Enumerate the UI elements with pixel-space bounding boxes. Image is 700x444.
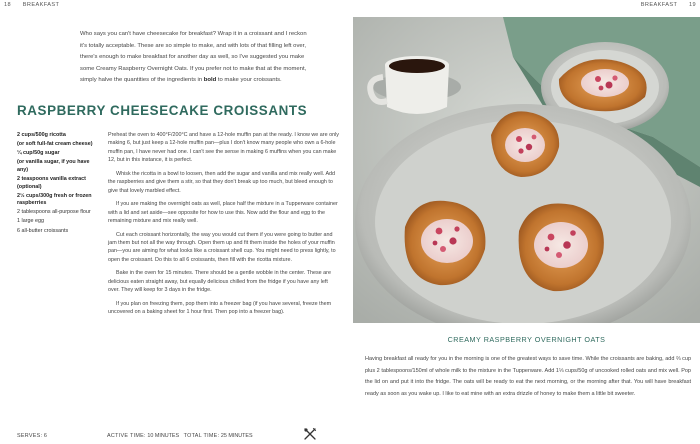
intro-paragraph — [80, 29, 314, 87]
ingredient-item: 6 all-butter croissants — [17, 227, 69, 234]
section-label-left: BREAKFAST — [22, 2, 60, 8]
ingredient-item: ¼ cup/50g sugar — [17, 150, 60, 157]
intro-text-end: to make your croissants. — [217, 77, 282, 84]
ingredient-item: 1 large egg — [17, 218, 44, 225]
ingredients-list — [17, 132, 99, 237]
right-page — [353, 0, 700, 444]
intro-bold-word: bold — [203, 77, 217, 84]
page-number-right: 19 — [688, 2, 696, 8]
sub-recipe-title: CREAMY RASPBERRY OVERNIGHT OATS — [447, 335, 606, 344]
method-step-4: Cut each croissant horizontally, the way you would cut them if you were going to butter and jam them but not all the way through. Open them up and fit them inside the holes of your muffin pan—you are aiming for what looks like a croissant shell cup. You might need to press lightly, to open the croissant. Do this to all 6 croissants, then fill with the ricotta mixture. — [108, 231, 336, 263]
method-step-6: If you plan on freezing them, pop them into a freezer bag (if you have several, freeze them uncovered on a baking sheet for 1 hour first. Then pop into a freezer bag). — [108, 300, 332, 316]
page-number-left: 18 — [4, 2, 12, 8]
right-folio — [641, 2, 696, 8]
method-steps — [108, 131, 340, 322]
ingredient-item: 2 cups/500g ricotta — [17, 132, 66, 138]
method-step-3: If you are making the overnight oats as well, place half the mixture in a Tupperware container with a lid and set aside—see opposite for how to use this. Now add the flour and egg to the remaining mixture and mix really well. — [108, 201, 338, 225]
section-label-right: BREAKFAST — [640, 2, 678, 8]
method-step-5: Bake in the oven for 15 minutes. There should be a gentle wobble in the center. These are delicious eaten straight away, but equally delicious chilled from the fridge if you have any left over. They will keep for 3 days in the fridge. — [108, 270, 331, 294]
serves-info: SERVES: 6 — [17, 433, 47, 439]
method-step-2: Whisk the ricotta in a bowl to loosen, then add the sugar and vanilla and mix really well. Add the raspberries and give them a stir, so that they don't break up too much, but bleed enough to give that lovely marbled effect. — [108, 170, 336, 194]
intro-text: Who says you can't have cheesecake for breakfast? Wrap it in a croissant and I reckon it's totally acceptable. These are so simple to make, and with lots of that filling left over, there's enough to make breakfast for another day as well, so I've suggested you make some Creamy Raspberry Overnight Oats. If you prefer not to make that at the moment, simply halve the quantities of the ingredients in — [80, 31, 307, 84]
left-folio — [4, 2, 59, 8]
ingredient-item: 2 teaspoons vanilla extract (optional) — [17, 175, 86, 190]
recipe-title: RASPBERRY CHEESECAKE CROISSANTS — [17, 103, 308, 118]
time-info: ACTIVE TIME: 10 MINUTES TOTAL TIME: 25 MINUTES — [107, 433, 253, 439]
ingredient-item: (or soft full-fat cream cheese) — [17, 141, 93, 148]
ingredient-item: 2 tablespoons all-purpose flour — [17, 209, 91, 216]
sub-recipe-body: Having breakfast all ready for you in the morning is one of the greatest ways to save time. While the croissants are baking, add ⅔ cup plus 2 tablespoons/150ml of whole milk to the mixture in the Tupperware. Add 1⅓ cups/50g of uncooked rolled oats and mix well. Pop the lid on and put it into the fridge. The oats will be ready to eat the next morning, or the morning after that. You will have breakfast ready as soon as you wake up. I like to eat mine with an extra drizzle of honey to make them a little bit sweeter. — [365, 356, 691, 397]
food-photo-illustration — [353, 17, 700, 323]
croissant-photo — [353, 17, 700, 323]
ingredient-item: (or vanilla sugar, if you have any) — [17, 159, 90, 173]
crossed-utensils-icon — [303, 427, 317, 441]
method-step-1: Preheat the oven to 400°F/200°C and have a 12-hole muffin pan at the ready. I know we are only making 6, but just keep a 12-hole muffin pan—plus I don't know many people who own a 6-hole muffin pan, I have never had one. I can't see the sense in making 6 muffins when you can make 12, but in this instance, it is perfect. — [108, 132, 339, 164]
ingredient-item: 2½ cups/300g fresh or frozen raspberries — [17, 192, 92, 207]
